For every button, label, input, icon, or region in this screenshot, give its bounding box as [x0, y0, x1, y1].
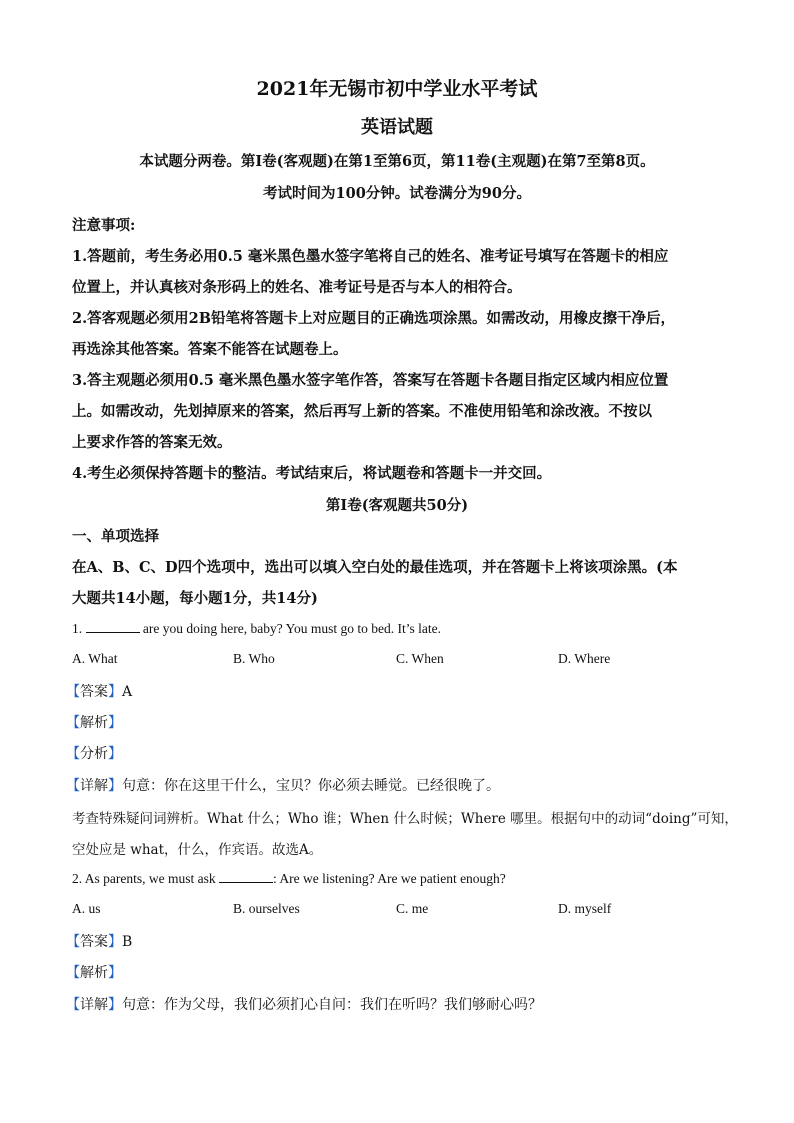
- section-instruction-1: 在A、B、C、D四个选项中，选出可以填入空白处的最佳选项，并在答题卡上将该项涂黑。(本: [72, 559, 678, 576]
- notes-heading: 注意事项:: [72, 217, 136, 234]
- exam-subtitle: 英语试题: [361, 117, 433, 138]
- question-number: 1.: [72, 621, 83, 636]
- intro-line-2: 考试时间为100分钟。试卷满分为90分。: [263, 185, 531, 202]
- option-b: B. ourselves: [233, 901, 300, 916]
- notes-line: 上。如需改动，先划掉原来的答案，然后再写上新的答案。不准使用铅笔和涂改液。不按以: [72, 403, 652, 420]
- answer-line: 【答案】A: [66, 684, 133, 700]
- option-c: C. When: [396, 651, 444, 666]
- notes-line: 3.答主观题必须用0.5 毫米黑色墨水签字笔作答，答案写在答题卡各题目指定区域内相应位置: [72, 372, 669, 389]
- option-a: A. us: [72, 901, 101, 916]
- fenxi-line: 【分析】: [66, 746, 122, 762]
- answer-tag: 答案: [80, 684, 108, 700]
- answer-blank: [219, 870, 273, 883]
- question-number: 2.: [72, 871, 83, 886]
- question-text: are you doing here, baby? You must go to bed. It’s late.: [142, 621, 441, 636]
- part-title: 第Ⅰ卷(客观题共50分): [325, 497, 469, 514]
- detail-line: 【详解】句意：你在这里干什么，宝贝？你必须去睡觉。已经很晚了。: [66, 778, 500, 794]
- notes-line: 位置上，并认真核对条形码上的姓名、准考证号是否与本人的相符合。: [72, 279, 522, 296]
- detail-text: 句意：你在这里干什么，宝贝？你必须去睡觉。已经很晚了。: [122, 778, 500, 794]
- question-2: [72, 870, 506, 887]
- notes-line: 4.考生必须保持答题卡的整洁。考试结束后，将试题卷和答题卡一并交回。: [72, 465, 552, 482]
- section-heading: 一、单项选择: [72, 528, 159, 545]
- question-text-after: : Are we listening? Are we patient enough?: [273, 871, 506, 886]
- detail-line: 【详解】句意：作为父母，我们必须扪心自问：我们在听吗？我们够耐心吗？: [66, 997, 542, 1013]
- answer-tag: 答案: [80, 934, 108, 950]
- option-d: D. Where: [558, 651, 611, 666]
- analysis-tag: 解析: [80, 715, 108, 731]
- question-text-before: As parents, we must ask: [84, 871, 216, 886]
- answer-line: 【答案】B: [66, 934, 133, 950]
- question-1: [72, 620, 441, 637]
- notes-line: 2.答客观题必须用2B铅笔将答题卡上对应题目的正确选项涂黑。如需改动，用橡皮擦干净后，: [72, 310, 675, 327]
- detail-text: 句意：作为父母，我们必须扪心自问：我们在听吗？我们够耐心吗？: [122, 997, 542, 1013]
- section-instruction-2: 大题共14小题，每小题1分，共14分): [72, 590, 318, 607]
- option-c: C. me: [396, 901, 429, 916]
- fenxi-tag: 分析: [80, 746, 108, 762]
- option-d: D. myself: [558, 901, 612, 916]
- answer-value: A: [122, 684, 133, 700]
- explanation-line-2: 空处应是 what，什么，作宾语。故选A。: [72, 842, 323, 858]
- notes-line: 1.答题前，考生务必用0.5 毫米黑色墨水签字笔将自己的姓名、准考证号填写在答题卡的相应: [72, 248, 669, 265]
- option-b: B. Who: [233, 651, 275, 666]
- answer-blank: [86, 620, 140, 633]
- detail-tag: 详解: [80, 997, 108, 1013]
- answer-value: B: [122, 934, 133, 950]
- notes-line: 上要求作答的答案无效。: [72, 434, 232, 451]
- analysis-line: 【解析】: [66, 965, 122, 981]
- explanation-line-1: 考查特殊疑问词辨析。What 什么；Who 谁；When 什么时候；Where 哪里。根据句中的动词“doing”可知，: [72, 811, 738, 827]
- detail-tag: 详解: [80, 778, 108, 794]
- analysis-tag: 解析: [80, 965, 108, 981]
- intro-line-1: 本试题分两卷。第Ⅰ卷(客观题)在第1至第6页，第11卷(主观题)在第7至第8页。: [139, 153, 655, 170]
- notes-line: 再选涂其他答案。答案不能答在试题卷上。: [72, 341, 348, 358]
- analysis-line: 【解析】: [66, 715, 122, 731]
- exam-title: 2021年无锡市初中学业水平考试: [256, 78, 538, 100]
- option-a: A. What: [72, 651, 118, 666]
